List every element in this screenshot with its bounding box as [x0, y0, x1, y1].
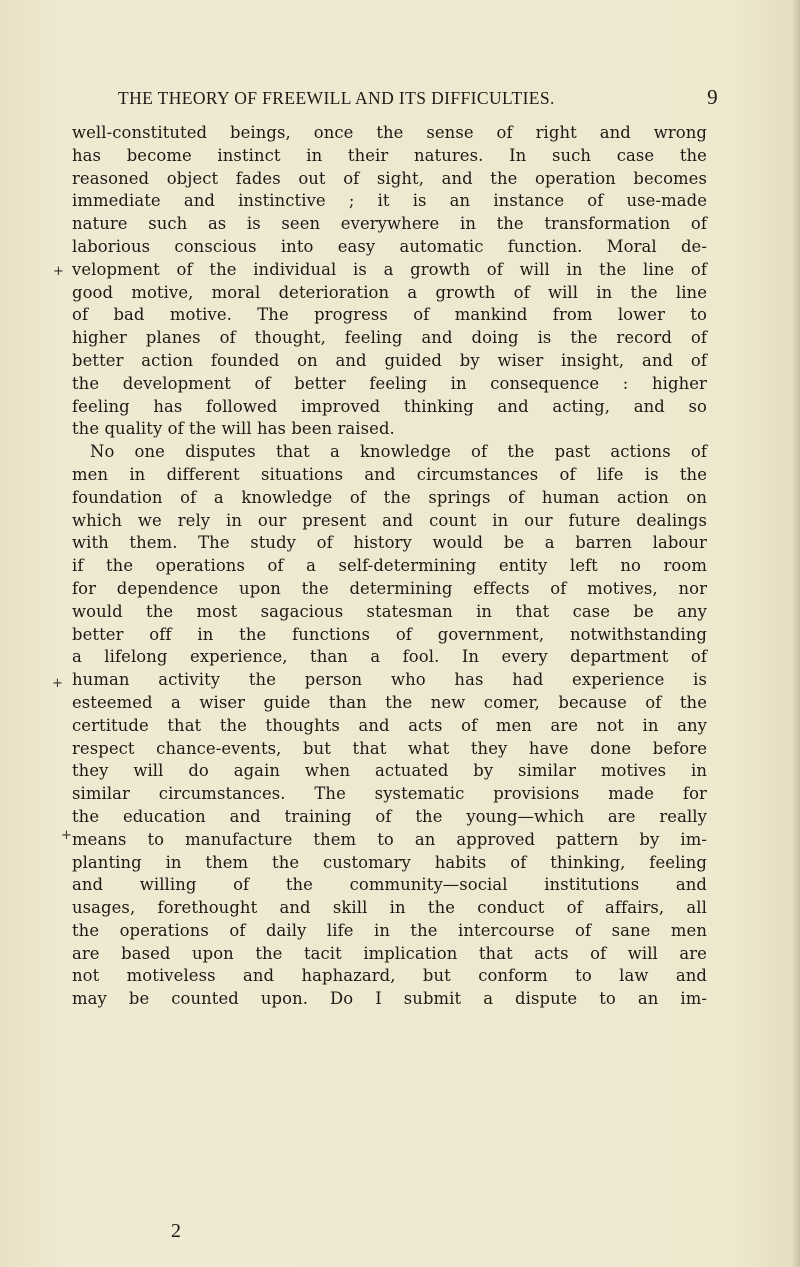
- text-line: with them. The study of history would be a barren labour: [72, 533, 707, 553]
- text-line: laborious conscious into easy automatic function. Moral de-: [72, 236, 707, 256]
- text-line: the operations of daily life in the intercourse of sane men: [72, 920, 707, 940]
- margin-mark: +: [52, 676, 63, 691]
- signature-mark: 2: [171, 1220, 181, 1242]
- body-text: [72, 122, 707, 1011]
- text-line: a lifelong experience, than a fool. In every department of: [72, 647, 707, 667]
- text-line: higher planes of thought, feeling and doing is the record of: [72, 328, 707, 348]
- text-line: men in different situations and circumstances of life is the: [72, 464, 707, 484]
- text-line: respect chance-events, but that what they have done before: [72, 738, 707, 758]
- text-line: the education and training of the young—which are really: [72, 806, 707, 826]
- text-line: foundation of a knowledge of the springs of human action on: [72, 487, 707, 507]
- text-line: if the operations of a self-determining entity left no room: [72, 556, 707, 576]
- margin-mark: +: [53, 264, 64, 279]
- text-line: better action founded on and guided by wiser insight, and of: [72, 350, 707, 370]
- text-line: the development of better feeling in consequence : higher: [72, 373, 707, 393]
- text-line: human activity the person who has had experience is: [72, 670, 707, 690]
- text-line: and willing of the community—social institutions and: [72, 875, 707, 895]
- text-line: similar circumstances. The systematic provisions made for: [72, 784, 707, 804]
- text-line: would the most sagacious statesman in that case be any: [72, 601, 707, 621]
- text-line: may be counted upon. Do I submit a dispute to an im-: [72, 989, 707, 1009]
- text-line: velopment of the individual is a growth of will in the line of: [72, 259, 707, 279]
- text-line: not motiveless and haphazard, but conform to law and: [72, 966, 707, 986]
- text-line: feeling has followed improved thinking and acting, and so: [72, 396, 707, 416]
- text-line: are based upon the tacit implication that acts of will are: [72, 943, 707, 963]
- running-title: THE THEORY OF FREEWILL AND ITS DIFFICULTIES.: [118, 88, 555, 108]
- text-line: for dependence upon the determining effects of motives, nor: [72, 578, 707, 598]
- text-line: usages, forethought and skill in the conduct of affairs, all: [72, 898, 707, 918]
- text-line: well-constituted beings, once the sense of right and wrong: [72, 123, 707, 142]
- text-line: good motive, moral deterioration a growth of will in the line: [72, 282, 707, 302]
- text-line: better off in the functions of government, notwithstanding: [72, 624, 707, 644]
- page-edge-shadow: [792, 0, 800, 1267]
- text-line: planting in them the customary habits of thinking, feeling: [72, 852, 707, 872]
- text-line: certitude that the thoughts and acts of men are not in any: [72, 715, 707, 735]
- text-line: has become instinct in their natures. In such case the: [72, 145, 707, 165]
- text-line: immediate and instinctive ; it is an instance of use-made: [72, 191, 707, 211]
- text-line: they will do again when actuated by similar motives in: [72, 761, 707, 781]
- text-line: of bad motive. The progress of mankind from lower to: [72, 305, 707, 325]
- text-line: means to manufacture them to an approved pattern by im-: [72, 829, 707, 849]
- text-line: the quality of the will has been raised.: [72, 419, 395, 439]
- running-head: [118, 85, 718, 116]
- text-line: nature such as is seen everywhere in the transformation of: [72, 214, 707, 234]
- text-line: reasoned object fades out of sight, and the operation becomes: [72, 168, 707, 188]
- page-number: 9: [707, 85, 718, 109]
- text-line: which we rely in our present and count in our future dealings: [72, 510, 707, 530]
- text-line: esteemed a wiser guide than the new comer, because of the: [72, 692, 707, 712]
- text-line: No one disputes that a knowledge of the past actions of: [90, 442, 707, 462]
- margin-mark: +: [61, 828, 72, 843]
